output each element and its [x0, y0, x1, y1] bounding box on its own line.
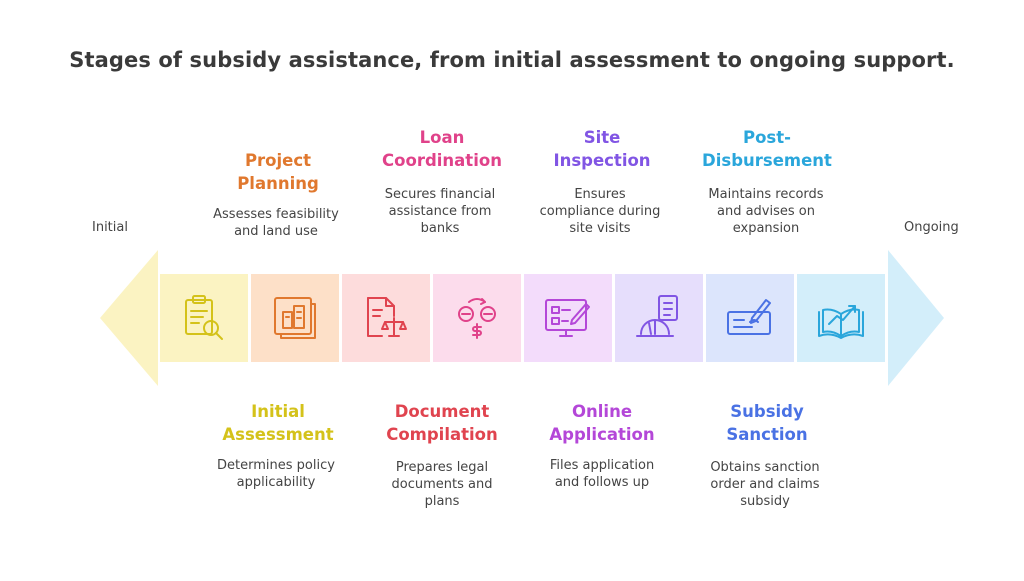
stage-title-site-inspection: Site Inspection: [553, 128, 651, 170]
stage-desc-document-compilation: Prepares legal documents and plans: [391, 460, 493, 509]
stage-title-loan-coordination: Loan Coordination: [382, 128, 502, 170]
start-label: Initial: [92, 220, 128, 235]
arrow-head-left: [100, 250, 158, 386]
end-label: Ongoing: [904, 220, 959, 235]
stage-desc-loan-coordination: Secures financial assistance from banks: [384, 187, 496, 236]
page-title: Stages of subsidy assistance, from initial assessment to ongoing support.: [69, 48, 955, 72]
building-plan-icon: [267, 290, 323, 346]
stage-desc-post-disbursement: Maintains records and advises on expansion: [708, 187, 824, 236]
stage-title-online-application: Online Application: [549, 402, 655, 444]
stage-title-project-planning: Project Planning: [237, 151, 319, 193]
hardhat-checklist-icon: [631, 290, 687, 346]
arrow-head-right: [888, 250, 944, 386]
stage-title-post-disbursement: Post- Disbursement: [702, 128, 832, 170]
stage-desc-project-planning: Assesses feasibility and land use: [213, 207, 339, 239]
stage-desc-online-application: Files application and follows up: [549, 458, 655, 490]
stage-title-document-compilation: Document Compilation: [386, 402, 498, 444]
stage-title-subsidy-sanction: Subsidy Sanction: [726, 402, 808, 444]
stage-desc-subsidy-sanction: Obtains sanction order and claims subsidy: [710, 460, 820, 509]
online-form-icon: [540, 290, 596, 346]
clipboard-search-icon: [176, 290, 232, 346]
stage-title-initial-assessment: Initial Assessment: [222, 402, 334, 444]
money-exchange-icon: [449, 290, 505, 346]
book-growth-icon: [813, 290, 869, 346]
legal-document-icon: [358, 290, 414, 346]
stage-desc-initial-assessment: Determines policy applicability: [217, 458, 335, 490]
cheque-sign-icon: [722, 290, 778, 346]
stage-desc-site-inspection: Ensures compliance during site visits: [539, 187, 661, 236]
